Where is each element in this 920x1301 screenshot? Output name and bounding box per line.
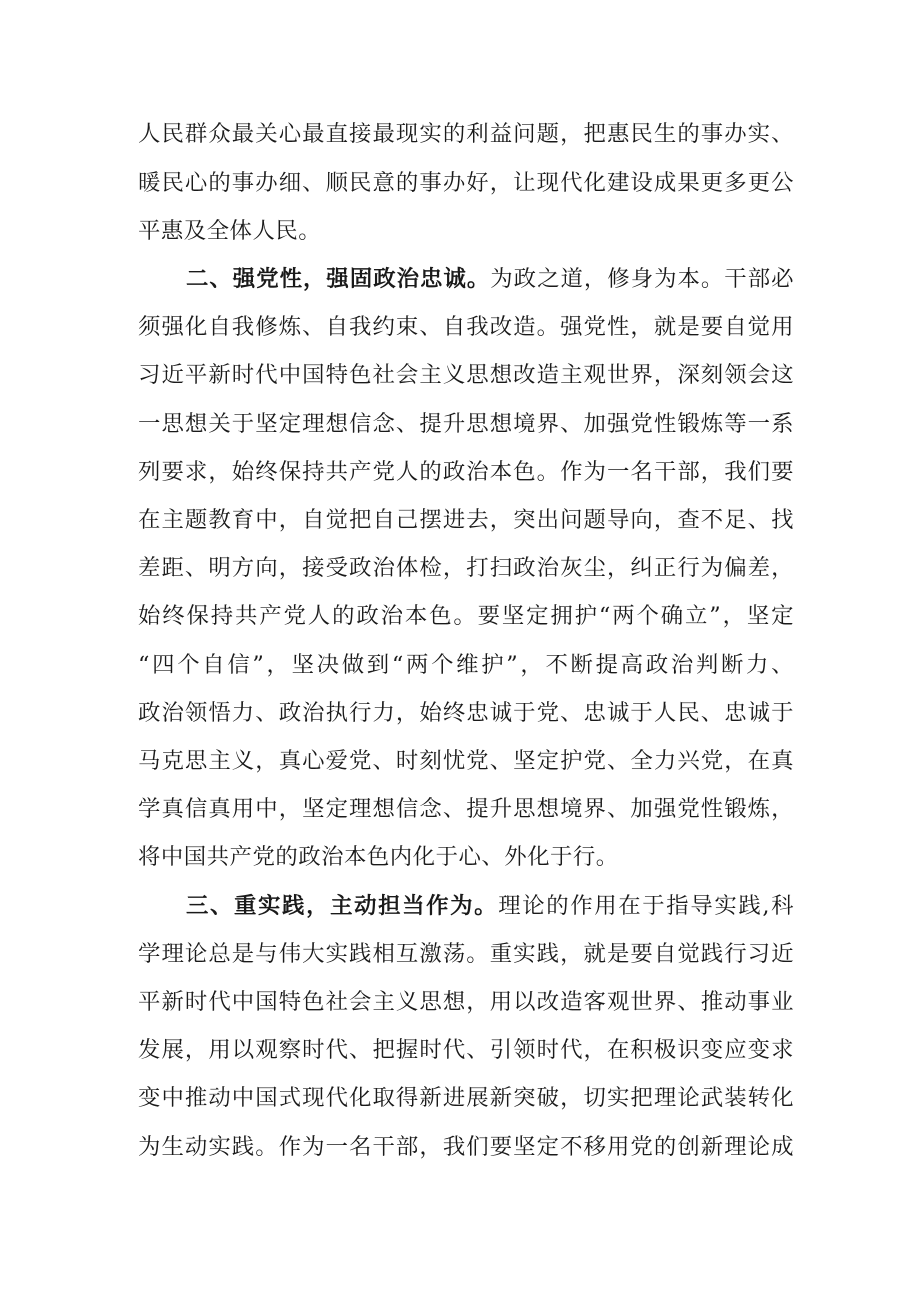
text-line: 在主题教育中，自觉把自己摆进去，突出问题导向，查不足、找 [138,507,794,533]
text-line: 变中推动中国式现代化取得新进展新突破，切实把理论武装转化 [138,1085,794,1111]
text-line: 始终保持共产党人的政治本色。要坚定拥护“两个确立”，坚定 [138,603,794,629]
section-heading: 三、重实践，主动担当作为。 [186,893,499,919]
text-span: 为政之道，修身为本。干部必 [490,266,795,292]
text-line: 政治领悟力、政治执行力，始终忠诚于党、忠诚于人民、忠诚于 [138,700,794,726]
text-line: 学真信真用中，坚定理想信念、提升思想境界、加强党性锻炼， [138,796,794,822]
paragraph-first-line [186,256,794,302]
text-line: 须强化自我修炼、自我约束、自我改造。强党性，就是要自觉用 [138,314,794,340]
text-line: 人民群众最关心最直接最现实的利益问题，把惠民生的事办实、 [138,121,794,147]
text-line: 列要求，始终保持共产党人的政治本色。作为一名干部，我们要 [138,459,794,485]
text-line: 发展，用以观察时代、把握时代、引领时代，在积极识变应变求 [138,1037,794,1063]
text-line: 差距、明方向，接受政治体检，打扫政治灰尘，纠正行为偏差， [138,555,794,581]
text-line: 平惠及全体人民。 [138,218,322,244]
section-heading: 二、强党性，强固政治忠诚。 [186,266,491,292]
text-line: 平新时代中国特色社会主义思想，用以改造客观世界、推动事业 [138,989,794,1015]
text-line: 马克思主义，真心爱党、时刻忧党、坚定护党、全力兴党，在真 [138,748,794,774]
paragraph-first-line [186,883,794,929]
text-line: 习近平新时代中国特色社会主义思想改造主观世界，深刻领会这 [138,362,794,388]
text-span: 理论的作用在于指导实践,科 [498,893,795,919]
text-line: 学理论总是与伟大实践相互激荡。重实践，就是要自觉践行习近 [138,941,794,967]
text-line: 暖民心的事办细、顺民意的事办好，让现代化建设成果更多更公 [138,170,794,196]
text-line: 为生动实践。作为一名干部，我们要坚定不移用党的创新理论成 [138,1134,794,1160]
text-line: 一思想关于坚定理想信念、提升思想境界、加强党性锻炼等一系 [138,411,794,437]
text-line: “四个自信”，坚决做到“两个维护”，不断提高政治判断力、 [138,652,794,678]
text-line: 将中国共产党的政治本色内化于心、外化于行。 [138,844,619,870]
